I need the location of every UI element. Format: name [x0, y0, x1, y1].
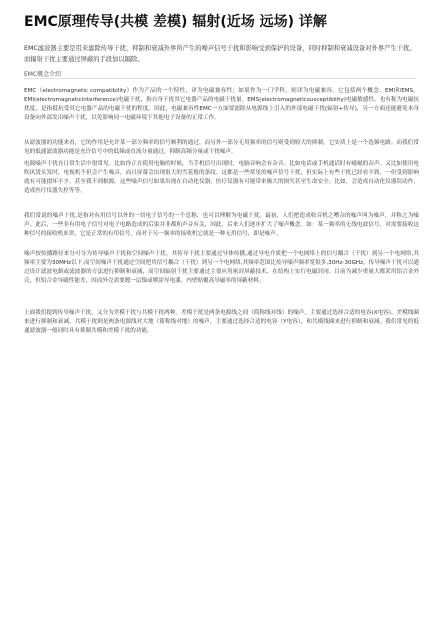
paragraph-emc-definition: EMC（electromagnetic compatibility）作为产品的一个特性，译为电磁兼容性；如果作为一门学科，则译为电磁兼容。它包括两个概念：EMI和EMS。EMI(electromagneticinterference)电磁干扰，指自身干扰其它电器产品的电磁干扰量。EMS(electromagneticsusceptibility)电磁敏感性，也有称为电磁抗扰度，是指抵抗受其它电器产品的电磁干扰的程度。因此，电磁兼容性EMC一方面要滤除从电源线上引入的外部电磁干扰(辐射+传导)，另一方面还能避免本身设备向外部发出噪声干扰，以免影响同一电磁环境下其他电子设备的正常工作。	[24, 88, 419, 122]
section-divider	[24, 78, 416, 79]
paragraph-filter-function: 从滤波器的功能来看，它的作用是允许某一部分频率的信号顺利的通过，而另外一部分无用频率的信号则受到较大的抑制，它实质上是一个选频电路。而我们常见的低通滤波器功能是允许信号中的低频或直流分量通过，抑制高频分量或干扰噪声。	[24, 140, 419, 156]
paragraph-differential-common: 上面我们提到传导噪声干扰，又分为差模干扰与共模干扰两种。差模干扰是两条电源线之间（简称线对线）的噪声，主要通过选择合适的电容(X电容)，差模线圈来进行抑制和衰减。共模干扰则是两条电源线对大地（简称线对地）的噪声，主要通过选择合适的电容（Y电容），和共模线圈来进行抑制和衰减。我们常见的低通滤波器一般同时具有抑制共模和差模干扰的功能。	[24, 310, 419, 335]
paragraph-noise-definition: 我们常说的噪声干扰,是指对有用信号以外的一切电子信号的一个总称，也可以理解为电磁干扰。最初，人们把造成收音机之嘈杂的噪声叫为噪声，并称之为噪声。此后，一些非有用电子信号对电子电路造成的后果并非都和声音有关，因此，后来人们逐步扩大了噪声概念。如：某一频率的无线电波信号，对需要接收这种信号的接收机来讲，它是正常的有用信号，而对于另一频率的接收机它就是一种无用信号，即是噪声。	[24, 213, 419, 238]
section-heading: EMC概念介绍	[24, 71, 62, 78]
paragraph-noise-examples: 电源噪声干扰在日常生活中很常见。比如你正在使用电脑的时候，当手机信号出现时，电脑音响会有杂音。比如电话或手机通话时有嗞嗞的杂声。又比如使用电吹风烫头发时，电视机不但会产生噪音，而且屏幕会出现很大的雪花般的条纹。这都是一些常见的噪声信号干扰，但实际上有些干扰已经看不到，一但受到影响就有可能損坏不少，甚至我不到根源。这些噪声信号如果出现在自动化仪器，医疗仪器有可能带来极大的损失甚至生命安全。比如，会造成自动化仪器误动作，造成医疗仪器失控等等。	[24, 161, 419, 195]
page-title: EMC原理传导(共模 差模) 辐射(近场 远场) 详解	[24, 14, 327, 30]
paragraph-conducted-radiated: 噪声按传播路径来分可分为传导噪声干扰和空间噪声干扰。其传导干扰主要通过导体传播,通过导电介质把一个电网络上的信号耦合（干扰）到另一个电网络,其频率主要为30MHz以下,而空间噪声干扰通过空间把其信号耦合（干扰）到另一个电网络,其频率范围比传导噪声频率宽很多,30Hz-30GHz。传导噪声干扰可以通过设计滤波电路或滤波器的方法进行抑制和衰减，而空间辐射干扰主要通过主要应用密封屏蔽技术，在结构上实行电磁封闭。目前为减少重量大都采用铝合金外壳，但铝合金导磁性能差，因而外壳需要镀一层镍或喷涂导电漆，内壁贴覆高导磁率的屏蔽材料。	[24, 251, 419, 285]
lead-paragraph: EMC滤波器主要是用来滤除传导干扰，抑制和衰减外界所产生的噪声信号干扰和影响受到保护的设备，同时抑制和衰减设备对外界产生干扰。而辐射干扰主要通过屏蔽的手段加以隔除。	[24, 45, 416, 63]
